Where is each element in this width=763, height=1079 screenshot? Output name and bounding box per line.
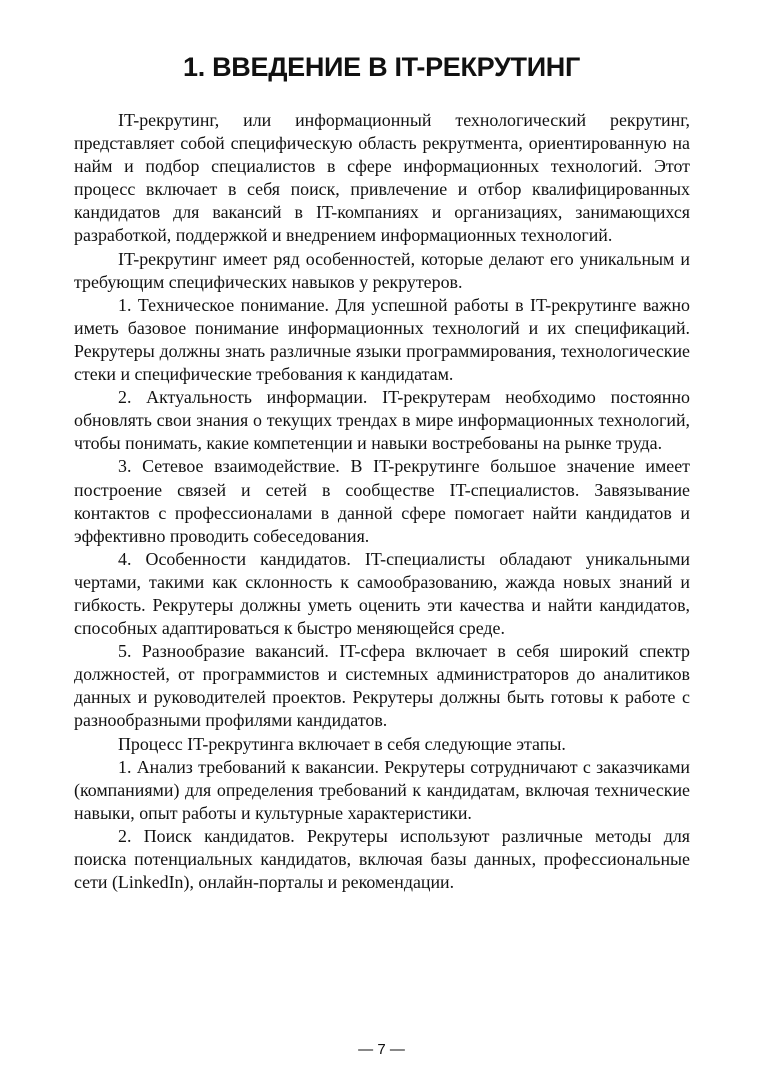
paragraph: 3. Сетевое взаимодействие. В IT-рекрутинге большое значение имеет построение связей и сетей в сообществе IT-специалистов. Завязывание контактов с профессионалами в данной сфере помогает найти кандидатов и эффективно проводить собеседования.: [74, 456, 690, 546]
page-number: — 7 —: [358, 1041, 405, 1058]
paragraph: 1. Техническое понимание. Для успешной работы в IT-рекрутинге важно иметь базовое понимание информационных технологий и их спецификаций. Рекрутеры должны знать различные языки программирования, технологические стеки и специфические требования к кандидатам.: [74, 294, 690, 385]
paragraph: Процесс IT-рекрутинга включает в себя следующие этапы.: [118, 733, 566, 754]
paragraph: 5. Разнообразие вакансий. IT-сфера включает в себя широкий спектр должностей, от программистов и системных администраторов до аналитиков данных и руководителей проектов. Рекрутеры должны быть готовы к работе с разнообразными профилями кандидатов.: [74, 641, 690, 731]
paragraph: 2. Поиск кандидатов. Рекрутеры используют различные методы для поиска потенциальных кандидатов, включая базы данных, профессиональные сети (LinkedIn), онлайн-порталы и рекомендации.: [74, 825, 690, 893]
paragraph: 1. Анализ требований к вакансии. Рекрутеры сотрудничают с заказчиками (компаниями) для определения требований к кандидатам, включая технические навыки, опыт работы и культурные характеристики.: [74, 756, 690, 823]
page-title: 1. ВВЕДЕНИЕ В IT-РЕКРУТИНГ: [182, 52, 581, 82]
paragraph: IT-рекрутинг, или информационный технологический рекрутинг, представляет собой специфическую область рекрутмента, ориентированную на найм и подбор специалистов в сфере информационных технологий. Этот процесс включает в себя поиск, привлечение и отбор квалифицированных кандидатов для вакансий в IT-компаниях и организациях, занимающихся разработкой, поддержкой и внедрением информационных технологий.: [74, 110, 690, 246]
paragraph: 2. Актуальность информации. IT-рекрутерам необходимо постоянно обновлять свои знания о текущих трендах в мире информационных технологий, чтобы понимать, какие компетенции и навыки востребованы на рынке труда.: [74, 387, 690, 454]
paragraph: 4. Особенности кандидатов. IT-специалисты обладают уникальными чертами, такими как склонность к самообразованию, жажда новых знаний и гибкость. Рекрутеры должны уметь оценить эти качества и найти кандидатов, способных адаптироваться к быстро меняющейся среде.: [74, 548, 690, 639]
body-text: [74, 109, 690, 894]
paragraph: IT-рекрутинг имеет ряд особенностей, которые делают его уникальным и требующим специфических навыков у рекрутеров.: [74, 248, 690, 292]
